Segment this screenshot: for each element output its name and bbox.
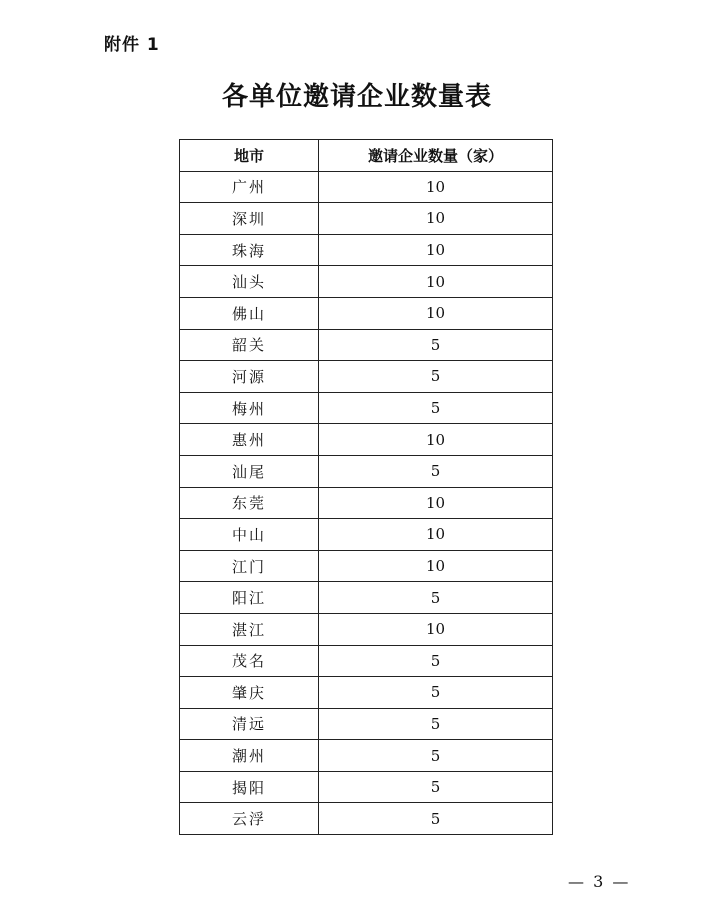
table-row: [180, 771, 553, 803]
table-header-row: [180, 140, 553, 172]
city-cell: 湛江: [180, 613, 319, 645]
table-row: [180, 487, 553, 519]
header-count: 邀请企业数量（家）: [319, 140, 553, 172]
city-cell: 肇庆: [180, 677, 319, 709]
city-cell: 梅州: [180, 392, 319, 424]
city-cell: 潮州: [180, 740, 319, 772]
table-row: [180, 645, 553, 677]
table-row: [180, 424, 553, 456]
count-cell: 5: [319, 803, 553, 835]
count-cell: 5: [319, 677, 553, 709]
table-row: [180, 171, 553, 203]
city-cell: 惠州: [180, 424, 319, 456]
table-row: [180, 455, 553, 487]
city-cell: 云浮: [180, 803, 319, 835]
count-cell: 10: [319, 203, 553, 235]
count-cell: 5: [319, 740, 553, 772]
count-cell: 10: [319, 234, 553, 266]
table-row: [180, 740, 553, 772]
city-cell: 东莞: [180, 487, 319, 519]
count-cell: 5: [319, 708, 553, 740]
table-row: [180, 392, 553, 424]
table-row: [180, 297, 553, 329]
count-cell: 5: [319, 392, 553, 424]
count-cell: 5: [319, 645, 553, 677]
city-cell: 茂名: [180, 645, 319, 677]
page-number: — 3 —: [568, 872, 631, 891]
count-cell: 5: [319, 361, 553, 393]
table-row: [180, 613, 553, 645]
header-city: 地市: [180, 140, 319, 172]
attachment-label: 附件 1: [104, 35, 160, 55]
page-title: 各单位邀请企业数量表: [221, 82, 492, 112]
city-cell: 阳江: [180, 582, 319, 614]
table-row: [180, 266, 553, 298]
city-cell: 中山: [180, 519, 319, 551]
table-row: [180, 329, 553, 361]
count-cell: 5: [319, 771, 553, 803]
count-cell: 5: [319, 329, 553, 361]
table-row: [180, 803, 553, 835]
count-cell: 10: [319, 297, 553, 329]
count-cell: 10: [319, 266, 553, 298]
city-cell: 揭阳: [180, 771, 319, 803]
city-cell: 广州: [180, 171, 319, 203]
city-cell: 江门: [180, 550, 319, 582]
city-cell: 佛山: [180, 297, 319, 329]
city-cell: 汕尾: [180, 455, 319, 487]
table-row: [180, 550, 553, 582]
city-cell: 珠海: [180, 234, 319, 266]
city-cell: 韶关: [180, 329, 319, 361]
table-row: [180, 519, 553, 551]
count-cell: 10: [319, 613, 553, 645]
table-row: [180, 234, 553, 266]
count-cell: 10: [319, 519, 553, 551]
table-row: [180, 708, 553, 740]
table-row: [180, 582, 553, 614]
count-cell: 5: [319, 455, 553, 487]
count-cell: 10: [319, 550, 553, 582]
table-row: [180, 203, 553, 235]
city-cell: 河源: [180, 361, 319, 393]
enterprise-count-table: [179, 139, 553, 835]
city-cell: 汕头: [180, 266, 319, 298]
count-cell: 10: [319, 171, 553, 203]
table-row: [180, 677, 553, 709]
city-cell: 深圳: [180, 203, 319, 235]
count-cell: 5: [319, 582, 553, 614]
count-cell: 10: [319, 487, 553, 519]
table-body: [180, 171, 553, 834]
count-cell: 10: [319, 424, 553, 456]
city-cell: 清远: [180, 708, 319, 740]
table-row: [180, 361, 553, 393]
